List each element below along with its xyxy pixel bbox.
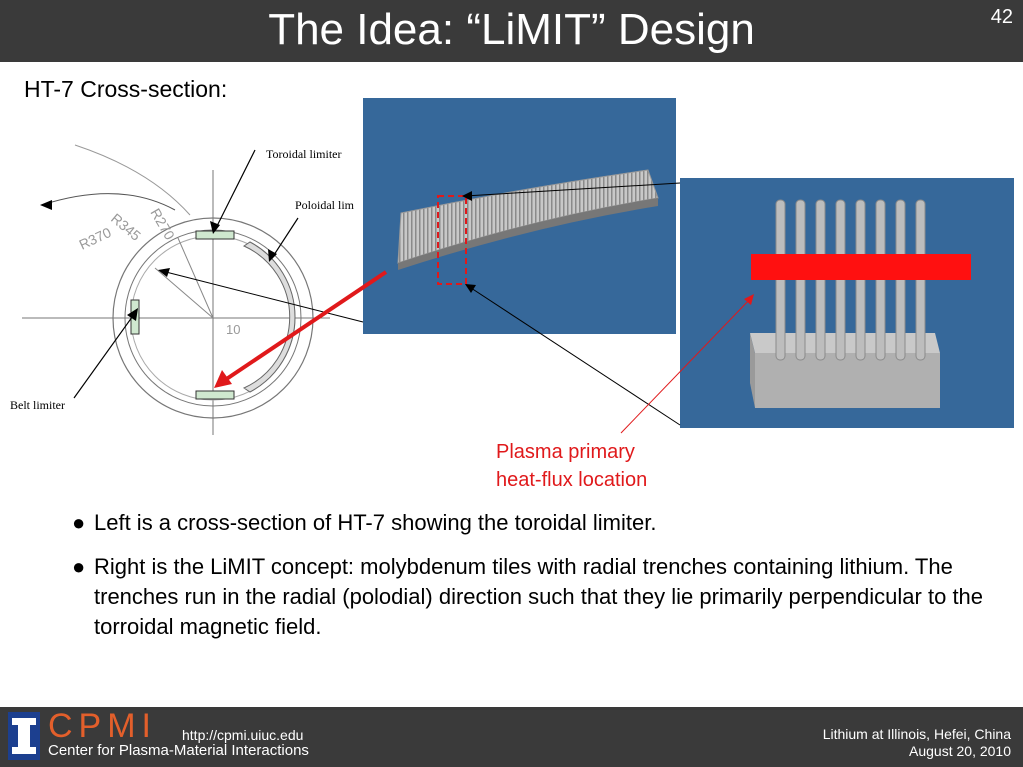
bullet-marker: ● bbox=[72, 554, 86, 579]
dimension-label-10: 10 bbox=[226, 322, 241, 337]
org-name: Center for Plasma-Material Interactions bbox=[48, 742, 309, 759]
radius-label-345: R345 bbox=[108, 210, 144, 244]
bullet-text: Left is a cross-section of HT-7 showing the toroidal limiter. bbox=[94, 510, 657, 535]
radius-label-370: R370 bbox=[76, 224, 114, 253]
bullet-item bbox=[72, 552, 992, 642]
event-date: August 20, 2010 bbox=[909, 743, 1011, 759]
toroidal-limiter-label: Toroidal limiter bbox=[266, 147, 342, 161]
illinois-logo-icon bbox=[8, 712, 40, 760]
cpmi-logo-text: CPMI bbox=[48, 707, 157, 745]
slide-number: 42 bbox=[990, 6, 1013, 28]
bullet-list bbox=[72, 508, 992, 656]
bullet-marker: ● bbox=[72, 510, 86, 535]
org-url-link[interactable]: http://cpmi.uiuc.edu bbox=[182, 727, 304, 743]
event-info bbox=[823, 726, 1011, 760]
radius-label-270: R270 bbox=[147, 205, 178, 243]
plasma-heat-flux-label bbox=[496, 438, 647, 494]
callout-line-2: heat-flux location bbox=[496, 469, 648, 491]
belt-limiter-label: Belt limiter bbox=[10, 398, 65, 412]
slide-title: The Idea: “LiMIT” Design bbox=[268, 5, 755, 54]
event-name: Lithium at Illinois, Hefei, China bbox=[822, 726, 1011, 742]
section-subtitle: HT-7 Cross-section: bbox=[24, 76, 228, 102]
bullet-item bbox=[72, 508, 992, 538]
poloidal-limiter-label: Poloidal lim bbox=[295, 198, 355, 212]
callout-line-1: Plasma primary bbox=[496, 441, 635, 463]
bullet-text: Right is the LiMIT concept: molybdenum tiles with radial trenches containing lithium. The trenches run in the radial (polodial) direction such that they lie primarily perpendicular to the torroidal magnetic field. bbox=[94, 554, 984, 639]
